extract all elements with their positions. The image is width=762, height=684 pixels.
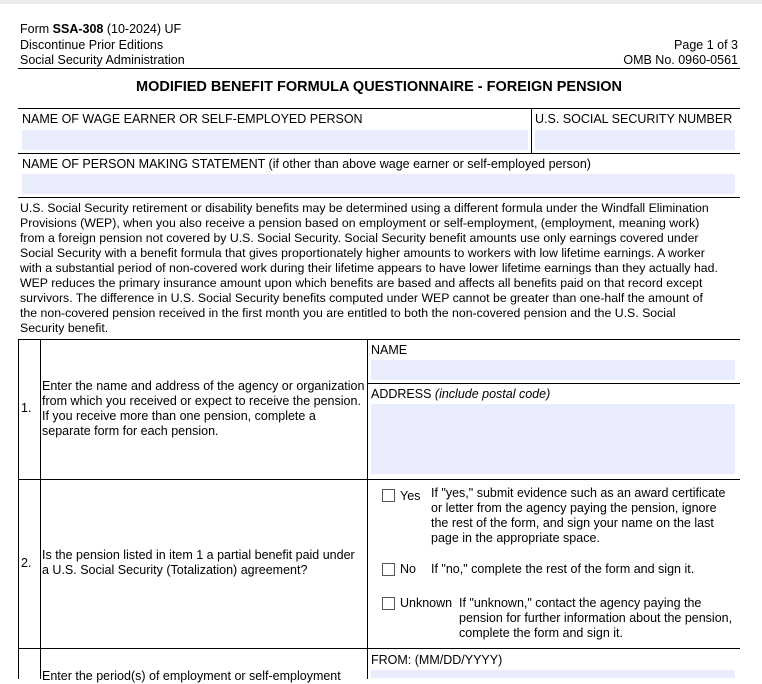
q3-from-label: FROM: (MM/DD/YYYY) [371,653,503,667]
unknown-checkbox[interactable] [382,597,395,610]
q1-address-note: (include postal code) [434,387,551,401]
no-checkbox[interactable] [382,563,395,576]
form-id: Form SSA-308 (10-2024) UF [20,22,182,36]
no-label: No [400,562,416,576]
answer-column-divider [367,339,368,679]
wage-earner-name-input[interactable] [22,130,528,150]
q1-name-address-rule [367,383,740,384]
number-column-divider [40,339,41,679]
table-left-border [18,339,19,679]
no-instructions: If "no," complete the rest of the form and sign it. [431,562,695,576]
ssn-input[interactable] [535,130,735,150]
form-number: SSA-308 [52,22,104,36]
title-rule [18,108,740,109]
page-number: Page 1 of 3 [674,38,738,52]
q2-number: 2. [21,556,32,570]
from-date-input[interactable] [371,670,735,678]
statement-maker-label: NAME OF PERSON MAKING STATEMENT (if other than above wage earner or self-employed person) [22,157,591,171]
ssn-label: U.S. SOCIAL SECURITY NUMBER [535,112,733,126]
q1-text: Enter the name and address of the agency or organization from which you received or expect to receive the pension. If you receive more than one pension, complete a separate form for each pension. [42,379,365,438]
top-edge-shade [0,0,762,4]
yes-instructions: If "yes," submit evidence such as an award certificate or letter from the agency paying the pension, ignore the rest of the form, and sign your name on the last page in the appropriate space. [431,486,726,545]
q2-text: Is the pension listed in item 1 a partial benefit paid under a U.S. Social Security (Totalization) agreement? [42,548,355,577]
header-rule [18,68,740,69]
discontinue-note: Discontinue Prior Editions [20,38,164,52]
q1-number: 1. [21,401,32,415]
statement-maker-input[interactable] [22,174,735,194]
q2-bottom-rule [18,648,740,649]
form-title: MODIFIED BENEFIT FORMULA QUESTIONNAIRE - FOREIGN PENSION [135,79,623,95]
unknown-label: Unknown [400,596,453,610]
unknown-instructions: If "unknown," contact the agency paying the pension for further information about the pension, complete the form and sign it. [459,596,733,640]
row-rule-1 [18,153,740,154]
yes-label: Yes [400,489,421,503]
omb-number: OMB No. 0960-0561 [623,53,738,67]
q1-bottom-rule [18,479,740,480]
agency-address-input[interactable] [371,404,735,474]
agency-name: Social Security Administration [20,53,185,67]
agency-name-input[interactable] [371,360,735,380]
wage-earner-label: NAME OF WAGE EARNER OR SELF-EMPLOYED PERSON [22,112,363,126]
q1-address-label: ADDRESS (include postal code) [371,387,551,401]
yes-checkbox[interactable] [382,489,395,502]
ssn-divider [531,108,532,153]
q3-text: Enter the period(s) of employment or self-employment [42,669,341,683]
row-rule-2 [18,197,740,198]
table-top-rule [18,339,740,340]
q1-name-label: NAME [371,343,408,357]
intro-paragraph: U.S. Social Security retirement or disability benefits may be determined using a different formula under the Windfall Elimination Provisions (WEP), when you also receive a pension based on employment or self-employment, (employment, meaning work) from a foreign pension not covered by U.S. Social Security. Social Security benefit amounts use only earnings covered under Social Security with a benefit formula that gives proportionately higher amounts to workers with low lifetime earnings. A worker with a substantial period of non-covered work during their lifetime appears to have lower lifetime earnings than they actually had. WEP reduces the primary insurance amount upon which benefits are based and affects all benefits paid on that record except survivors. The difference in U.S. Social Security benefits computed under WEP cannot be greater than one-half the amount of the non-covered pension received in the first month you are entitled to both the non-covered pension and the U.S. Social Security benefit. [20,201,718,335]
